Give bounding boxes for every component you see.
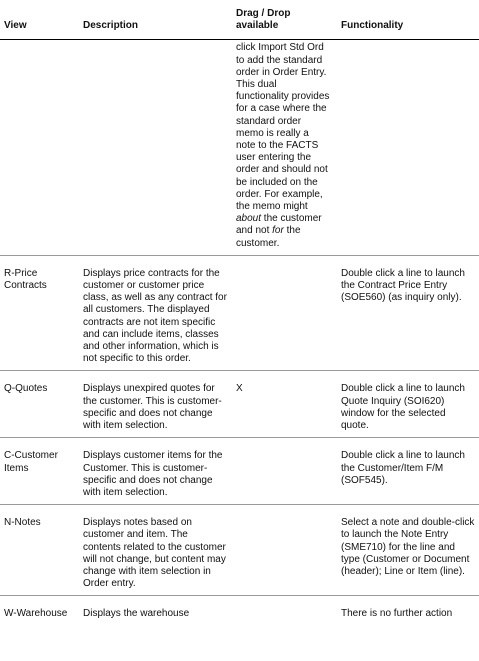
functionality-cell: There is no further action — [341, 608, 453, 620]
view-cell: Q-Quotes — [0, 371, 79, 438]
description-cell: Displays price contracts for the customer or customer price class, as well as any contract for all customers. The displayed contracts are not item specific and can include items, classes and other information, which is not specific to this order. — [79, 255, 232, 371]
dragdrop-text: the customer and not — [236, 213, 322, 237]
header-view: View — [0, 0, 79, 40]
functionality-cell: Double click a line to launch the Contract Price Entry (SOE560) (as inquiry only). — [337, 255, 479, 371]
dragdrop-emphasis: about — [236, 213, 262, 225]
functionality-cell: Double click a line to launch the Customer/Item F/M (SOF545). — [337, 438, 479, 505]
functionality-cell — [337, 40, 479, 255]
view-cell — [0, 40, 79, 255]
dragdrop-text: click Import Std Ord to add the standard order in Order Entry. This dual functionality provides for a case where the standard order memo is really a note to the FACTS user entering the order and should not be included on the order. For example, the memo might — [236, 42, 330, 213]
table-row — [0, 596, 479, 626]
table-row — [0, 371, 479, 438]
description-cell: Displays customer items for the Customer. This is customer-specific and does not change with item selection. — [79, 438, 232, 505]
view-cell: R-Price Contracts — [0, 255, 79, 371]
table-row — [0, 40, 479, 255]
table-header — [0, 0, 479, 40]
view-cell: N-Notes — [0, 505, 79, 596]
dragdrop-text: the customer. — [236, 225, 301, 249]
dragdrop-emphasis: for — [272, 225, 284, 237]
dragdrop-cell — [232, 438, 337, 505]
dragdrop-cell — [232, 596, 337, 626]
description-cell: Displays unexpired quotes for the customer. This is customer-specific and does not change with item selection. — [79, 371, 232, 438]
dragdrop-cell: X — [232, 371, 337, 438]
dragdrop-cell — [232, 40, 337, 255]
table-row — [0, 255, 479, 371]
table-row — [0, 505, 479, 596]
dragdrop-cell — [232, 255, 337, 371]
view-cell: C-Customer Items — [0, 438, 79, 505]
header-row — [0, 0, 479, 40]
description-cell: Displays notes based on customer and item. The contents related to the customer will not change, but content may change with item selection in Order entry. — [79, 505, 232, 596]
table-row — [0, 438, 479, 505]
functionality-cell: Double click a line to launch Quote Inquiry (SOI620) window for the selected quote. — [337, 371, 479, 438]
table-body — [0, 40, 479, 626]
header-description: Description — [79, 0, 232, 40]
description-cell: Displays the warehouse — [83, 608, 190, 620]
header-functionality: Functionality — [337, 0, 479, 40]
functionality-cell: Select a note and double-click to launch the Note Entry (SME710) for the line and type (Customer or Document (header); Line or Item (line). — [337, 505, 479, 596]
description-cell — [79, 40, 232, 255]
dragdrop-cell — [232, 505, 337, 596]
view-cell: W-Warehouse — [4, 608, 68, 620]
header-dragdrop: Drag / Drop available — [232, 0, 337, 40]
